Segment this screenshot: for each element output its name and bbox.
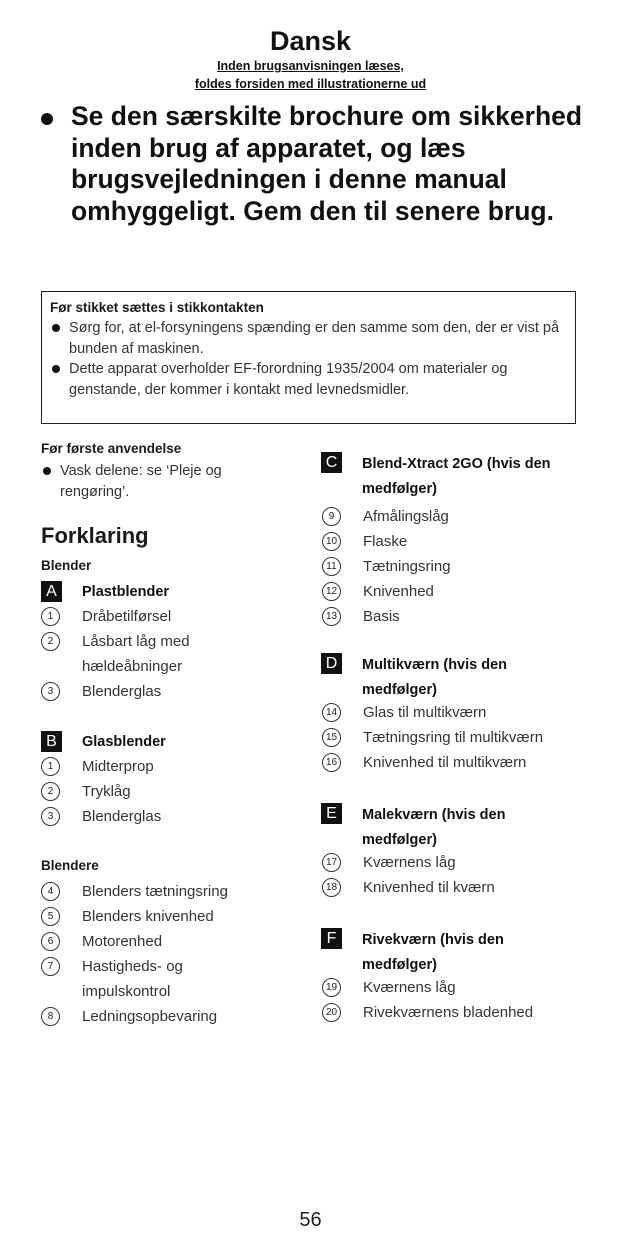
item-label: Afmålingslåg [363, 508, 449, 525]
list-item [41, 807, 161, 829]
item-label: Hastigheds- og impulskontrol [82, 958, 183, 1000]
list-item [41, 957, 212, 1004]
letter-badge: E [321, 803, 342, 824]
list-item [322, 703, 486, 725]
item-label: Blenders knivenhed [82, 908, 214, 925]
item-label: Ledningsopbevaring [82, 1008, 218, 1025]
list-item [322, 607, 400, 629]
item-number: 15 [322, 728, 341, 747]
item-number: 18 [322, 878, 341, 897]
group-e-title: Malekværn (hvis den medfølger) [362, 807, 506, 848]
item-label: Glas til multikværn [363, 704, 487, 721]
item-label: Dråbetilførsel [82, 608, 172, 625]
list-item [322, 853, 456, 875]
first-use-bullet: Vask delene: se ‘Pleje og rengøring’. [41, 461, 285, 502]
item-number: 7 [41, 957, 60, 976]
list-item [41, 782, 131, 804]
list-item [41, 682, 161, 704]
subtitle-line-2: foldes forsiden med illustrationerne ud [194, 77, 427, 91]
plug-warning-box [41, 291, 576, 424]
item-number: 1 [41, 757, 60, 776]
item-number: 17 [322, 853, 341, 872]
group-e-header [321, 803, 572, 853]
item-label: Tætningsring [363, 558, 451, 575]
list-item [41, 1007, 217, 1029]
plug-box-bullet: Sørg for, at el-forsyningens spænding er den samme som den, der er vist på bunden af maskinen. [50, 318, 565, 359]
legend-title: Forklaring [41, 523, 149, 548]
item-label: Motorenhed [82, 933, 163, 950]
intro-text: Se den særskilte brochure om sikkerhed inden brug af apparatet, og læs brugsvejledningen i denne manual omhyggeligt. Gem den til senere brug. [71, 101, 583, 226]
list-item [41, 932, 162, 954]
letter-badge: D [321, 653, 342, 674]
bullet-icon [41, 113, 53, 125]
blendere-heading: Blendere [41, 858, 99, 873]
item-number: 19 [322, 978, 341, 997]
blender-heading: Blender [41, 558, 92, 573]
item-label: Basis [363, 608, 400, 625]
item-label: Knivenhed til kværn [363, 879, 495, 896]
list-item [322, 582, 434, 604]
item-number: 3 [41, 682, 60, 701]
list-item [41, 757, 154, 779]
list-item [322, 1003, 533, 1025]
item-label: Knivenhed [363, 583, 434, 600]
list-item [41, 632, 222, 679]
plug-box-bullet: Dette apparat overholder EF-forordning 1935/2004 om materialer og genstande, der kommer i kontakt med levnedsmidler. [50, 359, 565, 400]
list-item [41, 607, 171, 629]
item-number: 13 [322, 607, 341, 626]
item-number: 20 [322, 1003, 341, 1022]
list-item [322, 753, 526, 775]
item-number: 14 [322, 703, 341, 722]
group-c-title: Blend-Xtract 2GO (hvis den medfølger) [362, 456, 551, 497]
list-item [322, 532, 407, 554]
item-number: 1 [41, 607, 60, 626]
item-label: Kværnens låg [363, 979, 456, 996]
group-a-title: Plastblender [82, 584, 170, 600]
list-item [41, 907, 214, 929]
list-item [322, 978, 456, 1000]
item-number: 5 [41, 907, 60, 926]
list-item [322, 507, 449, 529]
page-number: 56 [299, 1209, 322, 1231]
item-label: Rivekværnens bladenhed [363, 1004, 534, 1021]
intro-notice [40, 101, 600, 227]
item-label: Låsbart låg med hældeåbninger [82, 633, 190, 675]
group-d-header [321, 653, 572, 703]
subtitle-line-1: Inden brugsanvisningen læses, [217, 59, 404, 73]
item-number: 8 [41, 1007, 60, 1026]
item-label: Flaske [363, 533, 408, 550]
item-label: Blenderglas [82, 683, 162, 700]
group-f-header [321, 928, 572, 978]
letter-badge: C [321, 452, 342, 473]
item-label: Tætningsring til multikværn [363, 729, 544, 746]
item-label: Blenderglas [82, 808, 162, 825]
letter-badge: A [41, 581, 62, 602]
item-label: Blenders tætningsring [82, 883, 228, 900]
item-number: 4 [41, 882, 60, 901]
item-number: 3 [41, 807, 60, 826]
page-title: Dansk [269, 26, 352, 56]
group-d-title: Multikværn (hvis den medfølger) [362, 657, 508, 698]
item-label: Midterprop [82, 758, 154, 775]
first-use-heading: Før første anvendelse [41, 441, 182, 456]
item-label: Kværnens låg [363, 854, 456, 871]
list-item [322, 728, 543, 750]
item-number: 2 [41, 782, 60, 801]
group-b-header [41, 731, 166, 754]
item-number: 9 [322, 507, 341, 526]
letter-badge: B [41, 731, 62, 752]
item-label: Tryklåg [82, 783, 131, 800]
group-c-header [321, 452, 572, 502]
item-number: 11 [322, 557, 341, 576]
list-item [322, 557, 451, 579]
list-item [322, 878, 495, 900]
item-number: 2 [41, 632, 60, 651]
item-number: 10 [322, 532, 341, 551]
item-number: 12 [322, 582, 341, 601]
group-f-title: Rivekværn (hvis den medfølger) [362, 932, 504, 973]
letter-badge: F [321, 928, 342, 949]
plug-box-heading: Før stikket sættes i stikkontakten [50, 300, 264, 315]
item-number: 16 [322, 753, 341, 772]
item-number: 6 [41, 932, 60, 951]
group-b-title: Glasblender [82, 734, 166, 750]
list-item [41, 882, 228, 904]
item-label: Knivenhed til multikværn [363, 754, 527, 771]
group-a-header [41, 581, 169, 604]
